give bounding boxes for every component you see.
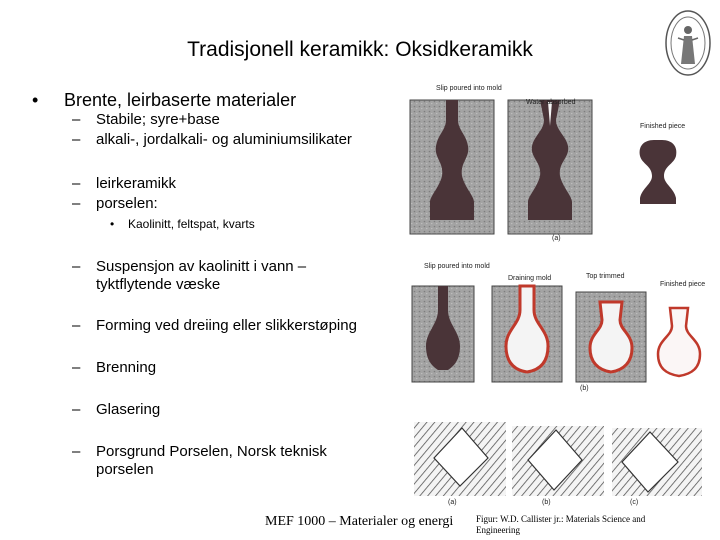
finished-piece-shape: [658, 308, 700, 376]
dash-marker: –: [72, 111, 81, 128]
dash-marker: –: [72, 317, 81, 334]
figure-label: (c): [630, 499, 639, 506]
list-item-text: Porsgrund Porselen, Norsk teknisk porselen: [96, 443, 327, 478]
figure-label: (b): [542, 499, 551, 506]
dash-marker: –: [72, 175, 81, 192]
figure-credit: Figur: W.D. Callister jr.: Materials Science and Engineering: [476, 514, 646, 535]
list-item-text: Glasering: [96, 401, 161, 418]
list-item-text: porselen:: [96, 195, 158, 212]
list-item-text: alkali-, jordalkali- og aluminiumsilikater: [96, 131, 352, 148]
figure-label: (a): [552, 235, 561, 242]
list-item-text: Brenning: [96, 359, 157, 376]
university-seal-icon: [664, 8, 712, 78]
figure-label: Finished piece: [640, 123, 686, 130]
list-item-text: Suspensjon av kaolinitt i vann – tyktflytende væske: [96, 258, 307, 293]
list-item-text: Forming ved dreiing eller slikkerstøping: [96, 317, 357, 334]
sub-list-item-text: Kaolinitt, feltspat, kvarts: [128, 217, 255, 231]
figure-label: Draining mold: [508, 275, 552, 282]
figure-label: Slip poured into mold: [436, 85, 502, 92]
list-item-text: Stabile; syre+base: [96, 111, 220, 128]
finished-piece-shape: [640, 140, 677, 204]
small-bullet-marker: •: [110, 217, 115, 231]
figure-b: [412, 263, 705, 392]
figure-label: Top trimmed: [586, 273, 625, 280]
dash-marker: –: [72, 443, 81, 460]
figure-label: Finished piece: [660, 281, 706, 288]
figure-c: [414, 422, 702, 506]
bullet-marker: •: [32, 90, 39, 110]
dash-marker: –: [72, 131, 81, 148]
figure-a: [410, 85, 685, 242]
slide-title: Tradisjonell keramikk: Oksidkeramikk: [187, 38, 533, 61]
slip-casting-figures: [408, 80, 708, 510]
footer-text: MEF 1000 – Materialer og energi: [265, 514, 454, 529]
figure-label: Water absorbed: [526, 99, 576, 106]
figure-label: (a): [448, 499, 457, 506]
list-item-text: leirkeramikk: [96, 175, 177, 192]
dash-marker: –: [72, 401, 81, 418]
figure-label: (b): [580, 385, 589, 392]
figure-label: Slip poured into mold: [424, 263, 490, 270]
dash-marker: –: [72, 195, 81, 212]
dash-marker: –: [72, 258, 81, 275]
bullet-text: Brente, leirbaserte materialer: [64, 90, 297, 110]
dash-marker: –: [72, 359, 81, 376]
